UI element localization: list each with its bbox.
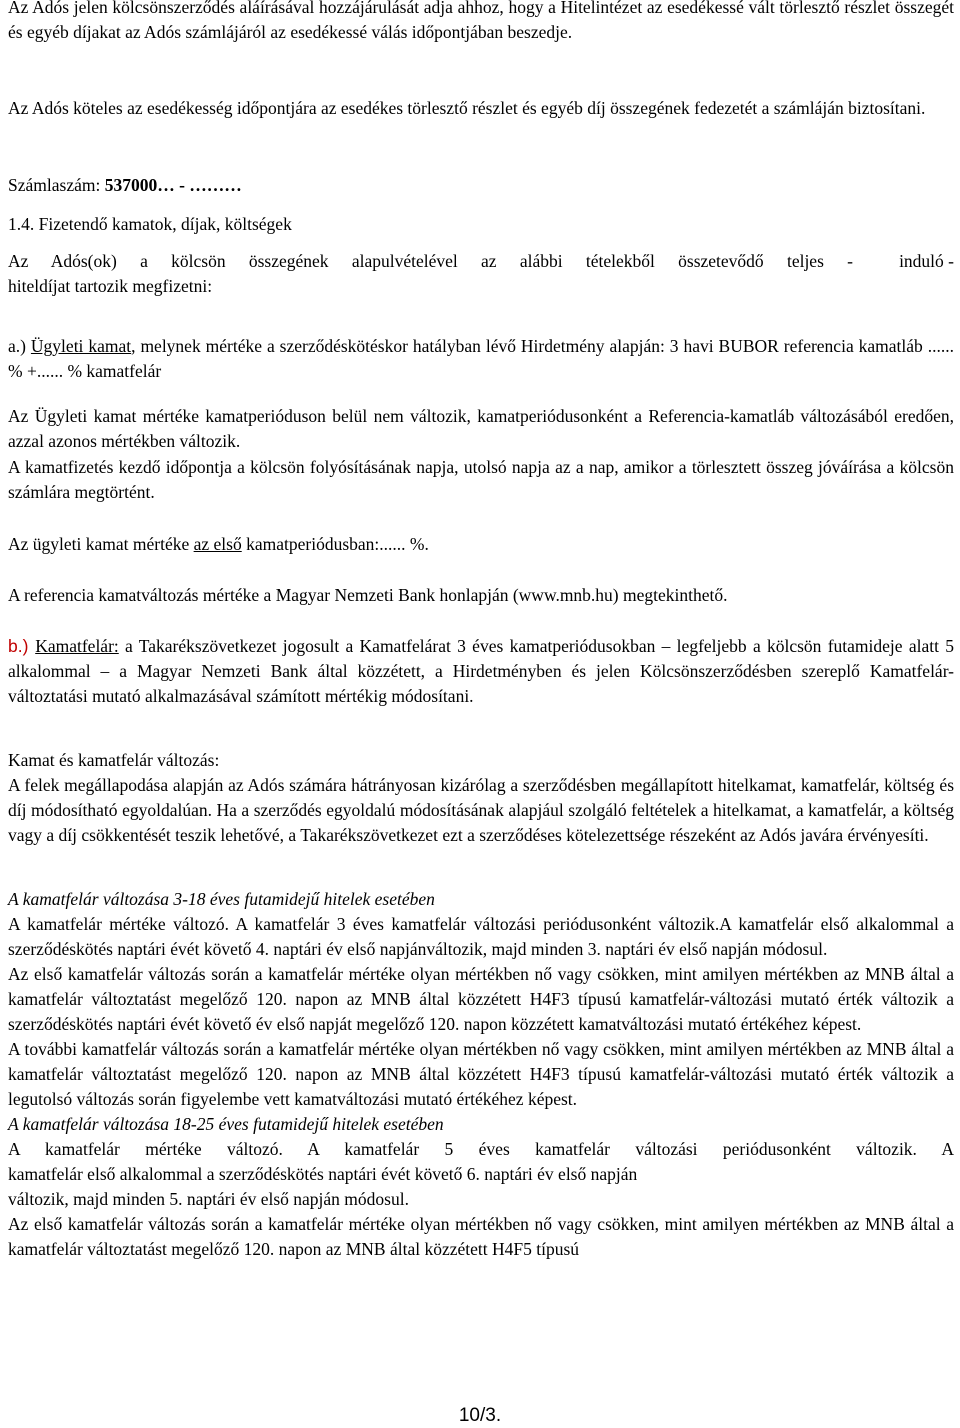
page-number: 10/3. bbox=[458, 1405, 502, 1426]
item-b-text: a Takarékszövetkezet jogosult a Kamatfelárat 3 éves kamatperiódusokban – legfeljebb a kölcsön futamideje alatt 5 alkalommal – a Magyar Nemzeti Bank által közzétett, a Hirdetményben és jelen Kölcsönszerződésben szereplő Kamatfelár-változtatási mutató alkalmazásával számított mértékig módosítani. bbox=[8, 636, 954, 706]
paragraph-intro-coverage: Az Adós köteles az esedékesség időpontjára az esedékes törlesztő részlet és egyéb díj összegének fedezetét a számláján biztosítani. bbox=[8, 98, 926, 118]
heading-3-18: A kamatfelár változása 3-18 éves futamidejű hitelek esetében bbox=[8, 889, 435, 909]
paragraph-interest-period: Az Ügyleti kamat mértéke kamatperióduson belül nem változik, kamatperiódusonként a Referencia-kamatláb változásából eredően, azzal azonos mértékben változik. bbox=[8, 406, 954, 451]
paragraph-3-18-b: Az első kamatfelár változás során a kamatfelár mértéke olyan mértékben nő vagy csökken, mint amilyen mértékben az MNB által a kamatfelár változtatást megelőző 120. napon az MNB által közzétett H4F3 típusú kamatfelár-változási mutató érték változik a szerződéskötés naptári évét követő év első napját megelőző 120. napon közzétett kamatváltozási mutató értékéhez képest. bbox=[8, 964, 954, 1034]
paragraph-first-period: Az ügyleti kamat mértéke az első kamatperiódusban:...... %. bbox=[8, 534, 429, 554]
change-heading: Kamat és kamatfelár változás: bbox=[8, 750, 220, 770]
paragraph-intro-collection: Az Adós jelen kölcsönszerződés aláírásával hozzájárulását adja ahhoz, hogy a Hitelintézet az esedékessé vált törlesztő részlet összegét és egyéb díjakat az Adós számlájáról az esedékessé válás időpontjában beszedje. bbox=[8, 0, 954, 42]
item-a-prefix: a.) bbox=[8, 336, 31, 356]
fees-line-2: hiteldíjat tartozik megfizetni: bbox=[8, 276, 213, 296]
paragraph-3-18-a: A kamatfelár mértéke változó. A kamatfelár 3 éves kamatfelár változási periódusonként változik.A kamatfelár első alkalommal a szerződéskötés naptári évét követő 4. naptári év első napjánváltozik, majd minden 3. naptári év első napján módosul. bbox=[8, 914, 954, 959]
paragraph-change: A felek megállapodása alapján az Adós számára hátrányosan kizárólag a szerződésben megállapított hitelkamat, kamatfelár, költség és díj módosítható egyoldalúan. Ha a szerződés egyoldalú módosításának alapjául szolgáló feltételek a hitelkamat, a kamatfelár, a költség vagy a díj csökkentését teszik lehetővé, a Takarékszövetkezet ezt a szerződéses kötelezettsége részeként az Adós javára érvényesíti. bbox=[8, 775, 954, 845]
paragraph-3-18-c: A további kamatfelár változás során a kamatfelár mértéke olyan mértékben nő vagy csökken, mint amilyen mértékben az MNB által a kamatfelár változtatást megelőző 120. napon az MNB által közzétett H4F3 típusú kamatfelár-változási mutató érték változik a legutolsó változás során figyelembe vett kamatváltozási mutató értékéhez képest. bbox=[8, 1039, 954, 1109]
paragraph-18-25-a-line-2: kamatfelár első alkalommal a szerződéskötés naptári évét követő 6. naptári év első napján bbox=[8, 1164, 638, 1184]
paragraph-18-25-b: Az első kamatfelár változás során a kamatfelár mértéke olyan mértékben nő vagy csökken, mint amilyen mértékben az MNB által a kamatfelár változtatást megelőző 120. napon az MNB által közzétett H4F5 típusú bbox=[8, 1214, 954, 1259]
item-b-margin bbox=[8, 634, 954, 709]
item-a-term: Ügyleti kamat bbox=[30, 336, 132, 356]
account-number-value: 537000… - ……… bbox=[104, 175, 242, 195]
paragraph-18-25-a-line-1: A kamatfelár mértéke változó. A kamatfelár 5 éves kamatfelár változási periódusonként változik. A bbox=[8, 1139, 954, 1159]
account-number-label: Számlaszám: bbox=[8, 175, 105, 195]
heading-18-25: A kamatfelár változása 18-25 éves futamidejű hitelek esetében bbox=[8, 1114, 444, 1134]
item-a-text: , melynek mértéke a szerződéskötéskor hatályban lévő Hirdetmény alapján: 3 havi BUBOR referencia kamatláb ...... % +...... % kamatfelár bbox=[8, 336, 954, 381]
first-period-underlined: az első bbox=[193, 534, 242, 554]
paragraph-fees bbox=[8, 249, 954, 299]
fees-line-1: Az Adós(ok) a kölcsön összegének alapulvételével az alábbi tételekből összetevődő teljes - bbox=[8, 251, 853, 271]
item-b-term: Kamatfelár: bbox=[35, 636, 119, 656]
section-3-18 bbox=[8, 887, 954, 1262]
item-b-prefix: b.) bbox=[8, 636, 36, 656]
item-a-interest bbox=[8, 334, 954, 384]
paragraph-18-25-a-line-3: változik, majd minden 5. naptári év első napján módosul. bbox=[8, 1189, 409, 1209]
paragraph-interest-dates: A kamatfizetés kezdő időpontja a kölcsön folyósításának napja, utolsó napja az a nap, amikor a törlesztett összeg jóváírása a kölcsön számlára megtörtént. bbox=[8, 457, 954, 502]
section-heading: 1.4. Fizetendő kamatok, díjak, költségek bbox=[8, 214, 292, 234]
account-number bbox=[8, 173, 954, 198]
paragraph-reference-rate: A referencia kamatváltozás mértéke a Magyar Nemzeti Bank honlapján (www.mnb.hu) megtekinthető. bbox=[8, 585, 728, 605]
fees-line-1-end: induló - bbox=[899, 251, 954, 271]
